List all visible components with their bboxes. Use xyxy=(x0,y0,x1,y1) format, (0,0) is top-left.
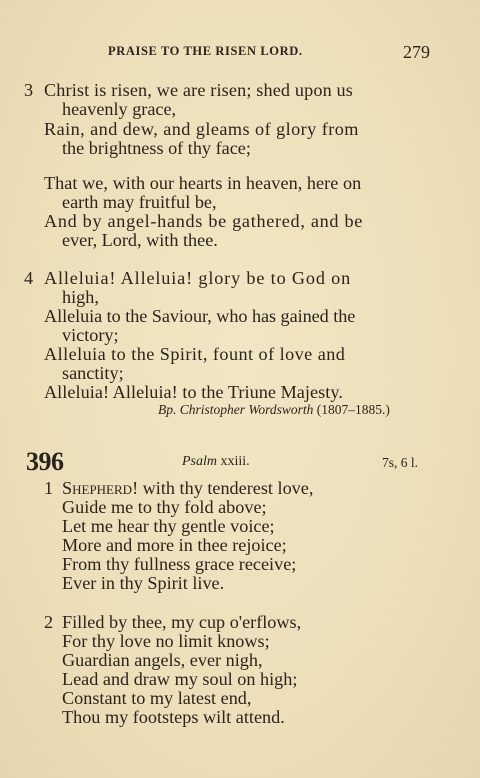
hymn-source xyxy=(182,454,250,470)
verse-line: earth may fruitful be, xyxy=(62,192,217,212)
page-number: 279 xyxy=(403,42,430,62)
stanza-number: 3 xyxy=(24,80,34,100)
verse-line-rest: ! with thy tenderest love, xyxy=(132,478,314,498)
verse-line: More and more in thee rejoice; xyxy=(62,535,287,555)
verse-line: victory; xyxy=(62,325,119,345)
verse-line: That we, with our hearts in heaven, here on xyxy=(44,173,362,193)
verse-line: For thy love no limit knows; xyxy=(62,631,270,651)
verse-line: the brightness of thy face; xyxy=(62,138,251,158)
hymn-source-title: Psalm xyxy=(182,454,217,469)
author-attribution xyxy=(158,402,390,418)
verse-first-word: Shepherd xyxy=(62,478,133,498)
verse-line: Let me hear thy gentle voice; xyxy=(62,516,275,536)
verse-line: high, xyxy=(62,287,99,307)
verse-line: Christ is risen, we are risen; shed upon us xyxy=(44,80,354,100)
verse-line xyxy=(62,479,313,498)
stanza-number: 1 xyxy=(44,478,54,498)
verse-line: Guide me to thy fold above; xyxy=(62,497,267,517)
verse-line: heavenly grace, xyxy=(62,99,177,119)
verse-line: Alleluia! Alleluia! glory be to God on xyxy=(44,268,352,288)
hymn-number: 396 xyxy=(26,447,64,476)
verse-line: Alleluia to the Spirit, fount of love and xyxy=(44,344,346,364)
verse-line: Alleluia to the Saviour, who has gained the xyxy=(44,306,356,326)
hymn-source-numeral: xxiii. xyxy=(220,454,250,469)
verse-line: From thy fullness grace receive; xyxy=(62,554,297,574)
verse-line: Guardian angels, ever nigh, xyxy=(62,650,263,670)
verse-line: Constant to my latest end, xyxy=(62,688,252,708)
verse-line: sanctity; xyxy=(62,363,124,383)
stanza-number: 2 xyxy=(44,612,54,632)
hymn-meter: 7s, 6 l. xyxy=(382,455,419,470)
verse-line: Filled by thee, my cup o'erflows, xyxy=(62,612,302,632)
verse-line: Alleluia! Alleluia! to the Triune Majesty. xyxy=(44,382,343,402)
verse-line: Ever in thy Spirit live. xyxy=(62,573,225,593)
author-dates: (1807–1885.) xyxy=(316,402,390,417)
verse-line: Rain, and dew, and gleams of glory from xyxy=(44,119,359,139)
author-name: Bp. Christopher Wordsworth xyxy=(158,402,314,417)
verse-line: Thou my footsteps wilt attend. xyxy=(62,707,285,727)
stanza-number: 4 xyxy=(24,268,34,288)
running-title: PRAISE TO THE RISEN LORD. xyxy=(108,44,303,58)
verse-line: ever, Lord, with thee. xyxy=(62,230,218,250)
verse-line: Lead and draw my soul on high; xyxy=(62,669,298,689)
verse-line: And by angel-hands be gathered, and be xyxy=(44,211,364,231)
